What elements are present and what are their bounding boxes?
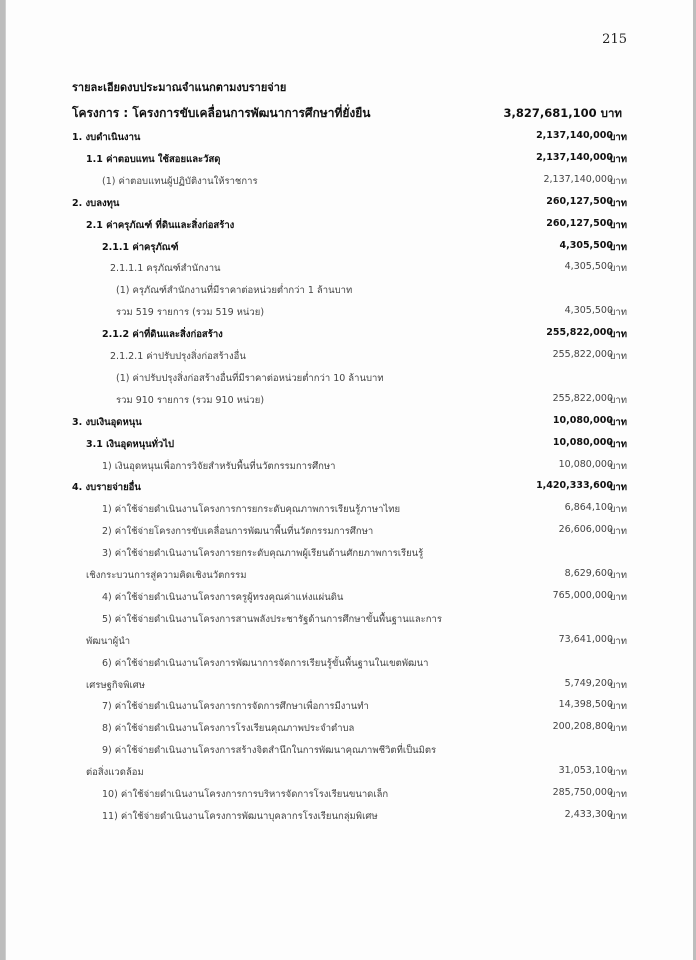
row-amount: 8,629,600	[564, 568, 613, 579]
project-label: โครงการ : โครงการขับเคลื่อนการพัฒนาการศึกษาที่ยั่งยืน	[72, 106, 371, 120]
table-row	[6, 656, 693, 674]
table-row	[6, 349, 693, 367]
row-amount: 255,822,000	[552, 349, 613, 360]
table-row	[6, 546, 693, 564]
row-amount: 4,305,500	[559, 239, 613, 251]
table-row	[6, 393, 693, 411]
project-line	[72, 104, 622, 126]
row-amount: 260,127,500	[546, 195, 613, 207]
row-unit: บาท	[609, 153, 627, 165]
row-label: 2.1 ค่าครุภัณฑ์ ที่ดินและสิ่งก่อสร้าง	[86, 219, 235, 231]
row-unit: บาท	[609, 767, 627, 779]
row-label: 2. งบลงทุน	[72, 197, 120, 209]
row-label: 2.1.2 ค่าที่ดินและสิ่งก่อสร้าง	[102, 329, 223, 341]
row-unit: บาท	[609, 789, 627, 800]
section-heading: รายละเอียดงบประมาณจำแนกตามงบรายจ่าย	[72, 81, 287, 94]
row-amount: 255,822,000	[552, 392, 613, 404]
table-row	[6, 174, 693, 192]
row-label: 11) ค่าใช้จ่ายดำเนินงานโครงการพัฒนาบุคลากรโรงเรียนกลุ่มพิเศษ	[102, 810, 378, 822]
table-row	[6, 809, 693, 827]
row-amount: 31,053,100	[558, 765, 613, 777]
row-label: (1) ค่าตอบแทนผู้ปฏิบัติงานให้ราชการ	[102, 175, 258, 187]
row-amount: 2,137,140,000	[536, 130, 613, 141]
table-row	[6, 524, 693, 542]
table-row	[6, 634, 693, 652]
row-unit: บาท	[609, 329, 627, 341]
table-row	[6, 612, 693, 630]
row-unit: บาท	[609, 197, 627, 209]
row-unit: บาท	[609, 679, 627, 691]
row-label: รวม 519 รายการ (รวม 519 หน่วย)	[116, 307, 265, 319]
row-amount: 14,398,500	[558, 699, 613, 711]
row-label: 2.1.2.1 ค่าปรับปรุงสิ่งก่อสร้างอื่น	[110, 351, 246, 362]
row-amount: 255,822,000	[546, 327, 613, 339]
row-amount: 6,864,100	[564, 502, 613, 514]
table-row	[6, 130, 693, 148]
page-number: 215	[602, 32, 627, 47]
table-row	[6, 261, 693, 279]
row-label: พัฒนาผู้นำ	[86, 635, 131, 647]
table-row	[6, 721, 693, 739]
row-amount: 10,080,000	[552, 436, 613, 448]
row-label: 9) ค่าใช้จ่ายดำเนินงานโครงการสร้างจิตสำนึกในการพัฒนาคุณภาพชีวิตที่เป็นมิตร	[102, 745, 437, 757]
row-unit: บาท	[609, 263, 627, 275]
row-unit: บาท	[609, 526, 627, 538]
row-label: รวม 910 รายการ (รวม 910 หน่วย)	[116, 394, 265, 406]
row-label: (1) ค่าปรับปรุงสิ่งก่อสร้างอื่นที่มีราคาต่อหน่วยต่ำกว่า 10 ล้านบาท	[116, 372, 384, 384]
row-label: 2.1.1 ค่าครุภัณฑ์	[102, 241, 179, 253]
row-unit: บาท	[609, 438, 627, 450]
row-label: 10) ค่าใช้จ่ายดำเนินงานโครงการการบริหารจัดการโรงเรียนขนาดเล็ก	[102, 789, 389, 800]
row-amount: 2,137,140,000	[543, 173, 613, 185]
table-row	[6, 699, 693, 717]
row-label: 2) ค่าใช้จ่ายโครงการขับเคลื่อนการพัฒนาพื้นที่นวัตกรรมการศึกษา	[102, 526, 374, 538]
row-amount: 260,127,500	[546, 217, 613, 229]
row-amount: 73,641,000	[558, 633, 613, 645]
table-row	[6, 415, 693, 433]
row-label: 4. งบรายจ่ายอื่น	[72, 482, 141, 494]
table-row	[6, 327, 693, 345]
row-unit: บาท	[609, 460, 627, 472]
row-label: (1) ครุภัณฑ์สำนักงานที่มีราคาต่อหน่วยต่ำกว่า 1 ล้านบาท	[116, 285, 353, 297]
row-unit: บาท	[609, 482, 627, 494]
table-row	[6, 283, 693, 301]
row-amount: 5,749,200	[564, 677, 613, 689]
table-row	[6, 590, 693, 608]
row-unit: บาท	[609, 219, 627, 231]
table-row	[6, 765, 693, 783]
document-page	[5, 0, 693, 960]
table-row	[6, 678, 693, 696]
table-row	[6, 240, 693, 258]
row-unit: บาท	[609, 810, 627, 822]
row-label: 6) ค่าใช้จ่ายดำเนินงานโครงการพัฒนาการจัดการเรียนรู้ขั้นพื้นฐานในเขตพัฒนา	[102, 657, 429, 669]
row-unit: บาท	[609, 570, 627, 581]
table-row	[6, 743, 693, 761]
row-label: 7) ค่าใช้จ่ายดำเนินงานโครงการการจัดการศึกษาเพื่อการมีงานทำ	[102, 701, 369, 713]
row-label: 2.1.1.1 ครุภัณฑ์สำนักงาน	[110, 263, 221, 275]
row-label: 3.1 เงินอุดหนุนทั่วไป	[86, 438, 175, 450]
row-label: 1.1 ค่าตอบแทน ใช้สอยและวัสดุ	[86, 153, 221, 165]
row-amount: 1,420,333,600	[536, 480, 613, 492]
row-unit: บาท	[609, 635, 627, 647]
row-label: 1) ค่าใช้จ่ายดำเนินงานโครงการการยกระดับคุณภาพการเรียนรู้ภาษาไทย	[102, 504, 401, 516]
row-amount: 4,305,500	[564, 261, 613, 273]
row-unit: บาท	[609, 394, 627, 406]
row-label: 3. งบเงินอุดหนุน	[72, 416, 142, 428]
row-amount: 765,000,000	[552, 589, 613, 601]
row-amount: 10,080,000	[558, 458, 613, 470]
row-unit: บาท	[609, 504, 627, 516]
table-row	[6, 568, 693, 586]
row-unit: บาท	[609, 351, 627, 362]
row-label: เชิงกระบวนการสู่ความคิดเชิงนวัตกรรม	[86, 570, 247, 581]
table-row	[6, 437, 693, 455]
row-label: 5) ค่าใช้จ่ายดำเนินงานโครงการสานพลังประชารัฐด้านการศึกษาขั้นพื้นฐานและการ	[102, 613, 442, 625]
row-unit: บาท	[609, 175, 627, 187]
row-unit: บาท	[609, 723, 627, 735]
row-unit: บาท	[609, 307, 627, 319]
row-unit: บาท	[609, 132, 627, 143]
row-label: 4) ค่าใช้จ่ายดำเนินงานโครงการครูผู้ทรงคุณค่าแห่งแผ่นดิน	[102, 591, 344, 603]
table-row	[6, 502, 693, 520]
table-row	[6, 371, 693, 389]
row-unit: บาท	[609, 591, 627, 603]
table-row	[6, 196, 693, 214]
row-amount: 10,080,000	[552, 414, 613, 426]
row-amount: 2,137,140,000	[536, 151, 613, 163]
row-label: 1. งบดำเนินงาน	[72, 132, 141, 143]
table-row	[6, 305, 693, 323]
row-amount: 200,208,800	[552, 721, 613, 733]
row-label: ต่อสิ่งแวดล้อม	[86, 767, 144, 779]
row-amount: 4,305,500	[564, 305, 613, 317]
row-unit: บาท	[609, 416, 627, 428]
table-row	[6, 480, 693, 498]
row-amount: 285,750,000	[552, 787, 613, 798]
row-label: 8) ค่าใช้จ่ายดำเนินงานโครงการโรงเรียนคุณภาพประจำตำบล	[102, 723, 355, 735]
project-amount: 3,827,681,100 บาท	[503, 106, 622, 120]
row-amount: 26,606,000	[558, 524, 613, 536]
row-label: เศรษฐกิจพิเศษ	[86, 679, 146, 691]
table-row	[6, 459, 693, 477]
table-row	[6, 787, 693, 805]
row-label: 1) เงินอุดหนุนเพื่อการวิจัยสำหรับพื้นที่นวัตกรรมการศึกษา	[102, 460, 336, 472]
table-row	[6, 218, 693, 236]
row-unit: บาท	[609, 701, 627, 713]
row-label: 3) ค่าใช้จ่ายดำเนินงานโครงการยกระดับคุณภาพผู้เรียนด้านศักยภาพการเรียนรู้	[102, 548, 424, 560]
table-row	[6, 152, 693, 170]
row-amount: 2,433,300	[564, 808, 613, 820]
row-unit: บาท	[609, 241, 627, 253]
